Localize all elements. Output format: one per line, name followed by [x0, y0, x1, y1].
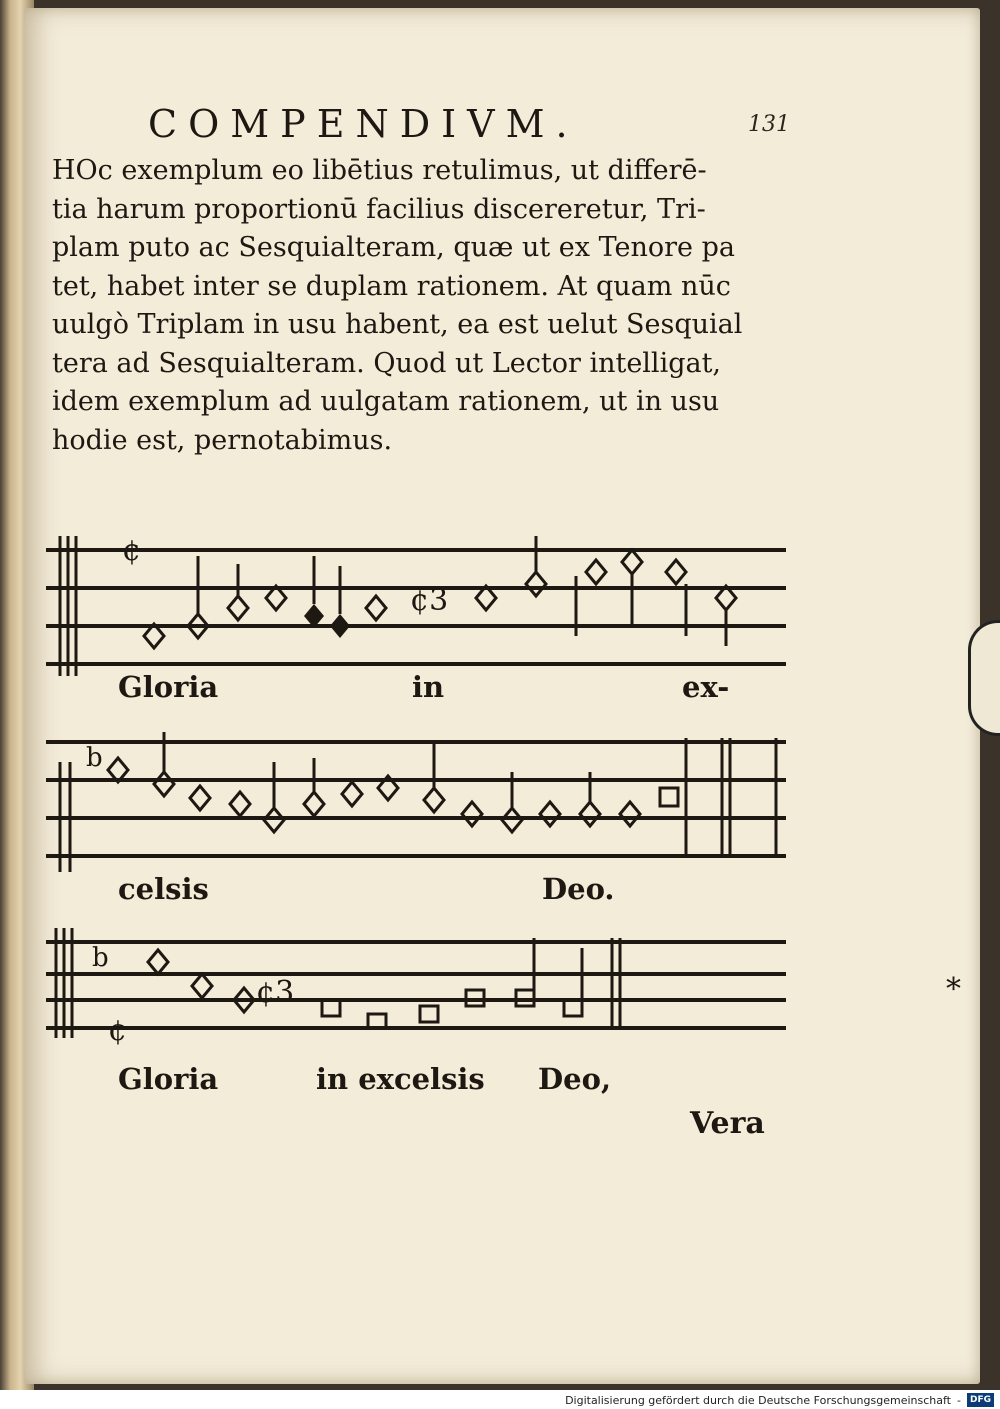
svg-text:¢3: ¢3 — [410, 583, 449, 618]
lyric-gloria: Gloria — [118, 670, 219, 704]
page-tab — [968, 620, 1000, 736]
footer-credit-text: Digitalisierung gefördert durch die Deutsche Forschungsgemeinschaft — [565, 1393, 951, 1407]
folio-number: 131 — [748, 112, 790, 137]
lyric-deo-2: Deo, — [538, 1062, 612, 1096]
svg-text:¢: ¢ — [108, 1013, 128, 1048]
running-head: COMPENDIVM. — [148, 102, 579, 146]
svg-text:b: b — [92, 943, 109, 973]
lyric-in: in — [412, 670, 445, 704]
body-line: HOc exemplum eo libētius retulimus, ut differē- — [52, 155, 707, 186]
lyric-celsis: celsis — [118, 872, 209, 906]
music-staff-3 — [46, 928, 786, 1048]
catchword: Vera — [690, 1106, 765, 1141]
body-line: tera ad Sesquialteram. Quod ut Lector intelligat, — [52, 347, 722, 379]
lyric-deo: Deo. — [542, 872, 615, 906]
svg-text:¢: ¢ — [122, 536, 142, 568]
lyric-gloria-2: Gloria — [118, 1062, 219, 1096]
body-line: plam puto ac Sesquialteram, quæ ut ex Tenore pa — [52, 232, 735, 263]
dfg-logo-icon: DFG — [967, 1393, 994, 1407]
lyric-ex: ex- — [682, 670, 730, 704]
body-line: hodie est, pernotabimus. — [52, 424, 393, 456]
body-text — [52, 152, 794, 460]
body-line: tet, habet inter se duplam rationem. At quam nūc — [52, 270, 731, 302]
music-staff-1 — [46, 536, 786, 676]
lyric-in-excelsis: in excelsis — [316, 1062, 485, 1096]
music-staff-2 — [46, 732, 786, 872]
body-line: uulgò Triplam in usu habent, ea est uelut Sesquial — [52, 309, 743, 340]
body-line: idem exemplum ad uulgatam rationem, ut in usu — [52, 386, 720, 417]
svg-text:¢3: ¢3 — [256, 975, 295, 1010]
margin-mark: * — [946, 972, 961, 1007]
svg-text:b: b — [86, 743, 103, 773]
body-line: tia harum proportionū facilius discereretur, Tri- — [52, 193, 706, 225]
footer-credit: Digitalisierung gefördert durch die Deutsche Forschungsgemeinschaft - DFG — [565, 1391, 994, 1409]
